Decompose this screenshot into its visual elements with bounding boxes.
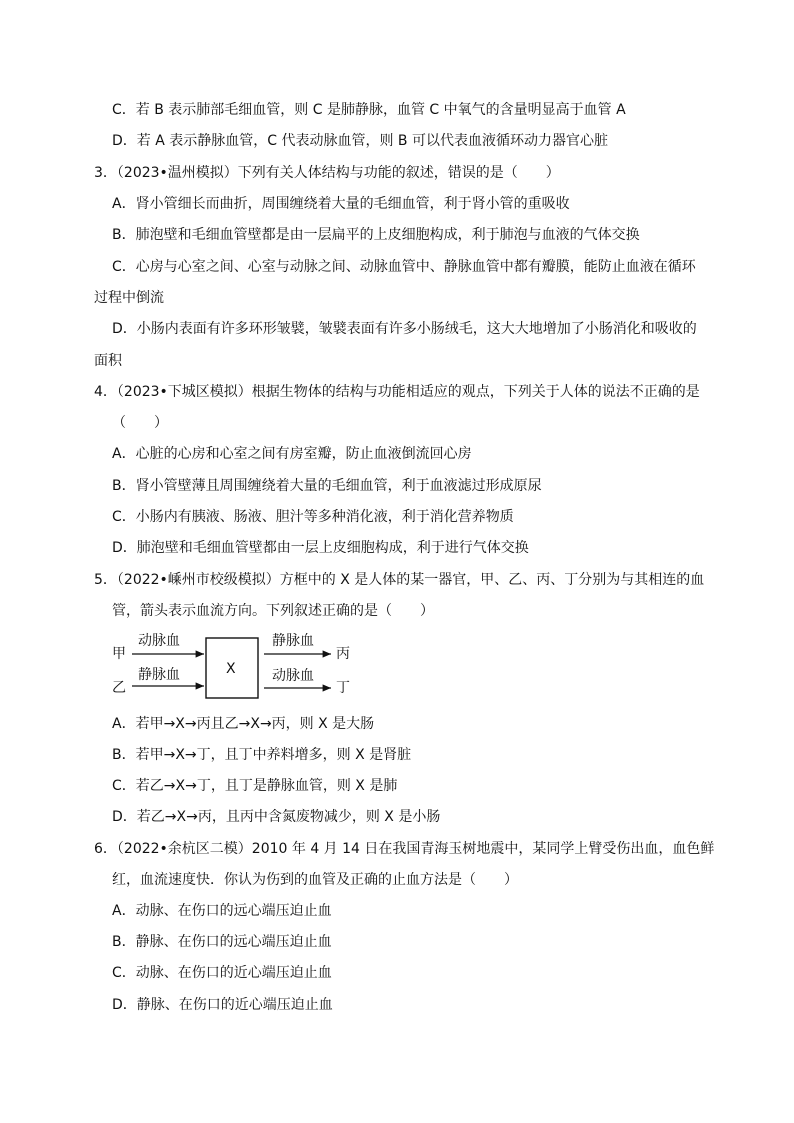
q3-stem: 3．（2023•温州模拟）下列有关人体结构与功能的叙述，错误的是（ ） [94,165,560,181]
q5-stem-line1: 5．（2022•嵊州市校级模拟）方框中的 X 是人体的某一器官，甲、乙、丙、丁分别为与其相连的血 [94,572,705,588]
label-venous-blood-in: 静脉血 [138,667,180,683]
q6-option-a: A．动脉、在伤口的远心端压迫止血 [112,903,332,919]
q3-option-d-line2: 面积 [94,353,122,369]
q4-option-a: A．心脏的心房和心室之间有房室瓣，防止血液倒流回心房 [112,446,472,462]
q4-stem-line1: 4．（2023•下城区模拟）根据生物体的结构与功能相适应的观点，下列关于人体的说法不正确的是 [94,384,700,400]
label-venous-blood-out: 静脉血 [272,633,314,649]
q3-option-a: A．肾小管细长而曲折，周围缠绕着大量的毛细血管，利于肾小管的重吸收 [112,196,570,212]
q6-stem-line1: 6．（2022•余杭区二模）2010 年 4 月 14 日在我国青海玉树地震中，某同学上臂受伤出血，血色鲜 [94,841,715,857]
organ-x-label: X [226,661,236,677]
q2-option-d: D．若 A 表示静脉血管，C 代表动脉血管，则 B 可以代表血液循环动力器官心脏 [112,133,608,149]
q3-option-c-line1: C．心房与心室之间、心室与动脉之间、动脉血管中、静脉血管中都有瓣膜，能防止血液在循环 [112,259,696,275]
q4-stem-line2: （ ） [112,415,168,431]
q3-option-d-line1: D．小肠内表面有许多环形皱襞，皱襞表面有许多小肠绒毛，这大大地增加了小肠消化和吸收的 [112,321,697,337]
q6-option-d: D．静脉、在伤口的近心端压迫止血 [112,997,333,1013]
q4-option-c: C．小肠内有胰液、肠液、胆汁等多种消化液，利于消化营养物质 [112,509,514,525]
vessel-jia: 甲 [112,646,126,662]
vessel-ding: 丁 [336,680,350,696]
vessel-bing: 丙 [336,646,350,662]
label-arterial-blood-in: 动脉血 [138,633,180,649]
q3-option-b: B．肺泡壁和毛细血管壁都是由一层扁平的上皮细胞构成，利于肺泡与血液的气体交换 [112,227,640,243]
q5-option-c: C．若乙→X→丁，且丁是静脉血管，则 X 是肺 [112,778,398,794]
q2-option-c: C．若 B 表示肺部毛细血管，则 C 是肺静脉，血管 C 中氧气的含量明显高于血管 A [112,102,626,118]
q5-option-a: A．若甲→X→丙且乙→X→丙，则 X 是大肠 [112,716,375,732]
q5-option-d: D．若乙→X→丙，且丙中含氮废物减少，则 X 是小肠 [112,809,441,825]
q6-option-c: C．动脉、在伤口的近心端压迫止血 [112,965,332,981]
q5-stem-line2: 管，箭头表示血流方向。下列叙述正确的是（ ） [112,603,434,619]
label-arterial-blood-out: 动脉血 [272,668,314,684]
q6-stem-line2: 红，血流速度快．你认为伤到的血管及正确的止血方法是（ ） [112,872,518,888]
q5-option-b: B．若甲→X→丁，且丁中养料增多，则 X 是肾脏 [112,747,412,763]
q6-option-b: B．静脉、在伤口的远心端压迫止血 [112,934,332,950]
blood-flow-diagram [112,630,372,702]
vessel-yi: 乙 [112,680,126,696]
q4-option-b: B．肾小管壁薄且周围缠绕着大量的毛细血管，利于血液滤过形成原尿 [112,478,542,494]
q4-option-d: D．肺泡壁和毛细血管壁都由一层上皮细胞构成，利于进行气体交换 [112,540,529,556]
q3-option-c-line2: 过程中倒流 [94,290,164,306]
